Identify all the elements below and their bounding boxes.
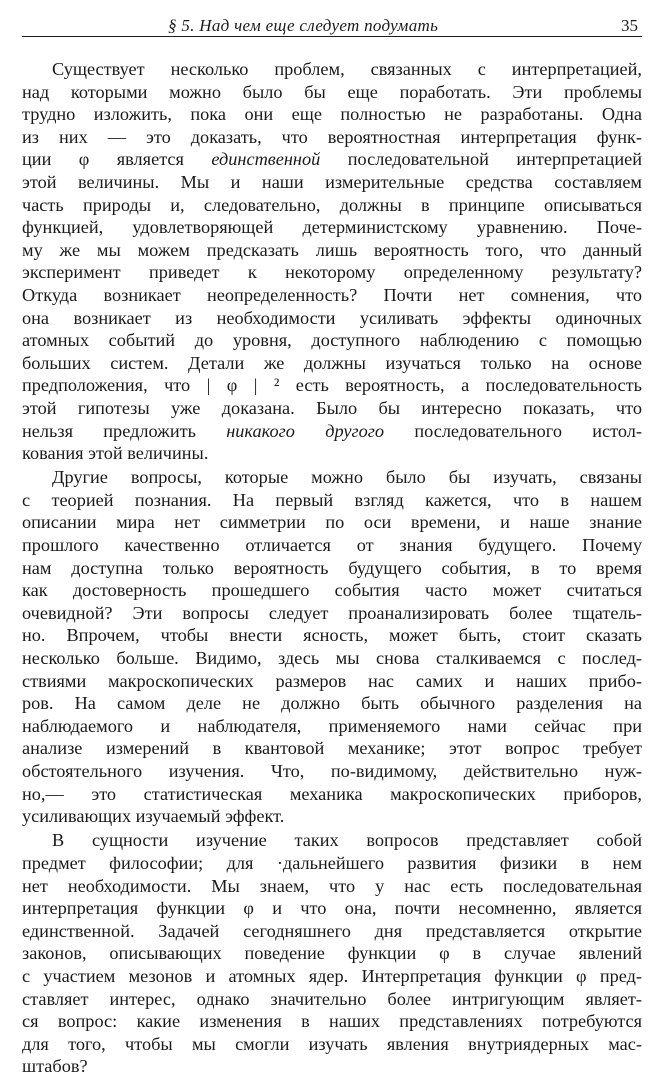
text-line [22, 489, 642, 512]
text-line [22, 920, 642, 943]
text-line [22, 239, 642, 262]
text-segment: предположения, что | φ | ² есть вероятность, а последовательность [22, 375, 642, 396]
text-line [22, 988, 642, 1011]
text-segment: кования этой величины. [22, 443, 209, 464]
text-segment: но. Впрочем, чтобы внести ясность, может быть, стоит сказать [22, 625, 642, 646]
running-title: § 5. Над чем еще следует подумать [168, 16, 439, 35]
text-line [22, 1010, 642, 1033]
text-segment: последовательного истол- [384, 420, 642, 441]
text-line [22, 805, 642, 828]
text-line [22, 829, 642, 852]
text-line [22, 1055, 642, 1078]
text-segment: нельзя предложить [22, 420, 227, 441]
text-segment: из них — это доказать, что вероятностная интерпретация функ- [22, 126, 642, 147]
text-segment: ставляет интерес, однако значительно более интригующим являет- [22, 988, 642, 1009]
text-segment: анализе измерений в квантовой механике; этот вопрос требует [22, 738, 642, 759]
text-line [22, 670, 642, 693]
text-segment: обстоятельного изучения. Что, по-видимому, действительно нуж- [22, 761, 642, 781]
text-segment: над которыми можно было бы еще поработать. Эти проблемы [22, 81, 642, 102]
text-segment: Существует несколько проблем, связанных с интерпретацией, [52, 59, 642, 79]
text-segment: для того, чтобы мы смогли изучать явления внутриядерных мас- [22, 1033, 642, 1054]
text-segment: Другие вопросы, которые можно было бы изучать, связаны [52, 467, 642, 488]
text-segment: интерпретация функции φ и что она, почти несомненно, является [22, 898, 642, 919]
text-line [22, 420, 642, 443]
text-segment: очевидной? Эти вопросы следует проанализировать более тщатель- [22, 602, 642, 623]
running-header [22, 10, 642, 37]
text-line [22, 216, 642, 239]
text-line [22, 1033, 642, 1056]
text-segment: ствиями макроскопических размеров нас самих и наших прибо- [22, 670, 642, 691]
text-segment: часть природы и, следовательно, должны в принципе описываться [22, 194, 642, 215]
text-segment: но,— это статистическая механика макроскопических приборов, [22, 783, 642, 804]
text-line [22, 397, 642, 420]
text-line [22, 194, 642, 217]
text-line [22, 148, 642, 171]
text-line [22, 692, 642, 715]
text-segment: как достоверность прошедшего события часто может считаться [22, 580, 642, 601]
text-line [22, 466, 642, 489]
text-segment: наблюдаемого и наблюдателя, применяемого нами сейчас при [22, 715, 642, 736]
text-line [22, 374, 642, 397]
emphasized-text: единственной [211, 149, 321, 170]
text-line [22, 715, 642, 738]
paragraph [22, 829, 642, 1078]
text-line [22, 602, 642, 625]
text-line [22, 307, 642, 330]
text-segment: больших систем. Детали же должны изучаться только на основе [22, 352, 642, 373]
text-line [22, 965, 642, 988]
paragraph [22, 58, 642, 465]
text-segment: ся вопрос: какие изменения в наших представлениях потребуются [22, 1011, 642, 1032]
text-line [22, 284, 642, 307]
text-segment: ции φ является [22, 149, 212, 170]
text-line [22, 760, 642, 783]
text-line [22, 534, 642, 557]
text-segment: описании мира нет симметрии по оси времени, и наше знание [22, 512, 642, 533]
text-segment: предмет философии; для ·дальнейшего развития физики в нем [22, 852, 642, 873]
text-segment: этой гипотезы уже доказана. Было бы интересно показать, что [22, 397, 642, 418]
text-line [22, 442, 642, 465]
text-segment: му же мы можем предсказать лишь вероятность того, что данный [22, 239, 642, 260]
text-segment: Откуда возникает неопределенность? Почти нет сомнения, что [22, 284, 642, 305]
text-line [22, 557, 642, 580]
text-segment: эксперимент приведет к некоторому определенному результату? [22, 262, 642, 283]
text-line [22, 942, 642, 965]
text-segment: нам доступна только вероятность будущего события, в то время [22, 557, 642, 578]
text-segment: функцией, удовлетворяющей детерминистскому уравнению. Поче- [22, 217, 642, 238]
text-line [22, 897, 642, 920]
text-segment: единственной. Задачей сегодняшнего дня представляется открытие [22, 920, 642, 941]
text-line [22, 624, 642, 647]
text-segment: с участием мезонов и атомных ядер. Интерпретация функции φ пред- [22, 965, 642, 986]
text-line [22, 352, 642, 375]
text-line [22, 261, 642, 284]
text-line [22, 171, 642, 194]
paragraph [22, 466, 642, 828]
text-segment: штабов? [22, 1056, 88, 1077]
text-line [22, 329, 642, 352]
text-segment: В сущности изучение таких вопросов представляет собой [52, 830, 642, 851]
text-segment: ров. На самом деле не должно быть обычного разделения на [22, 693, 642, 714]
text-segment: усиливающих изучаемый эффект. [22, 806, 285, 827]
text-line [22, 126, 642, 149]
text-line [22, 875, 642, 898]
text-segment: с теорией познания. На первый взгляд кажется, что в нашем [22, 489, 642, 510]
text-line [22, 579, 642, 602]
page-number: 35 [621, 16, 638, 35]
text-line [22, 103, 642, 126]
text-segment: прошлого качественно отличается от знания будущего. Почему [22, 535, 642, 556]
text-segment: нет необходимости. Мы знаем, что у нас есть последовательная [22, 875, 642, 896]
text-line [22, 511, 642, 534]
body-text [22, 58, 642, 1078]
text-segment: атомных событий до уровня, доступного наблюдению с помощью [22, 330, 642, 351]
text-segment: законов, описывающих поведение функции φ в случае явлений [22, 943, 642, 964]
text-segment: она возникает из необходимости усиливать эффекты одиночных [22, 307, 642, 328]
text-line [22, 81, 642, 104]
text-line [22, 58, 642, 81]
text-line [22, 647, 642, 670]
text-line [22, 783, 642, 806]
text-segment: последовательной интерпретацией [320, 149, 643, 170]
emphasized-text: никакого другого [226, 420, 385, 441]
text-segment: этой величины. Мы и наши измерительные средства составляем [22, 171, 642, 192]
text-segment: несколько больше. Видимо, здесь мы снова сталкиваемся с послед- [22, 648, 642, 669]
text-line [22, 852, 642, 875]
text-line [22, 737, 642, 760]
text-segment: трудно изложить, пока они еще полностью не разработаны. Одна [22, 104, 642, 125]
